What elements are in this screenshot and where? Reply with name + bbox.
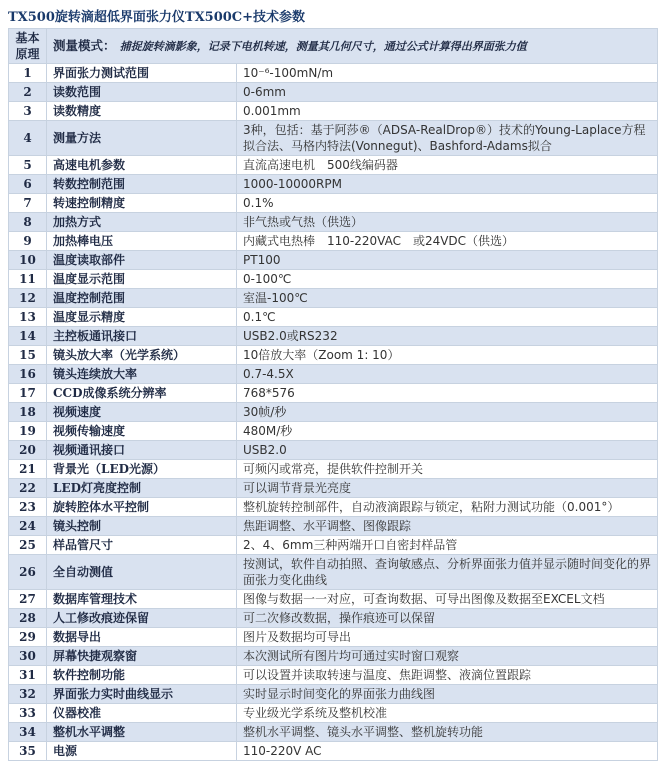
table-row (9, 327, 658, 346)
row-parameter-value: 本次测试所有图片均可通过实时窗口观察 (237, 647, 658, 666)
row-parameter-name: 电源 (47, 742, 237, 761)
row-parameter-name: 界面张力实时曲线显示 (47, 685, 237, 704)
table-row (9, 685, 658, 704)
table-row (9, 83, 658, 102)
row-parameter-value: 110-220V AC (237, 742, 658, 761)
row-number: 9 (9, 232, 47, 251)
row-parameter-value: 可以调节背景光亮度 (237, 479, 658, 498)
row-parameter-value: 按测试，软件自动拍照、查询敏感点、分析界面张力值并显示随时间变化的界面张力变化曲线 (237, 555, 658, 590)
table-row (9, 723, 658, 742)
row-parameter-name: 背景光（LED光源） (47, 460, 237, 479)
row-number: 35 (9, 742, 47, 761)
row-parameter-value: 10⁻⁶-100mN/m (237, 64, 658, 83)
row-number: 1 (9, 64, 47, 83)
table-row (9, 666, 658, 685)
table-row (9, 308, 658, 327)
row-parameter-name: 整机水平调整 (47, 723, 237, 742)
table-row (9, 441, 658, 460)
row-parameter-value: 焦距调整、水平调整、图像跟踪 (237, 517, 658, 536)
table-row (9, 346, 658, 365)
row-parameter-name: 界面张力测试范围 (47, 64, 237, 83)
row-parameter-value: 直流高速电机 500线编码器 (237, 156, 658, 175)
table-row (9, 121, 658, 156)
row-parameter-value: 768*576 (237, 384, 658, 403)
table-row (9, 384, 658, 403)
table-header-row (9, 29, 658, 64)
row-number: 2 (9, 83, 47, 102)
row-number: 15 (9, 346, 47, 365)
table-row (9, 64, 658, 83)
row-parameter-value: 0.1℃ (237, 308, 658, 327)
row-parameter-name: 样品管尺寸 (47, 536, 237, 555)
row-parameter-value: USB2.0 (237, 441, 658, 460)
row-parameter-name: 温度读取部件 (47, 251, 237, 270)
table-row (9, 194, 658, 213)
table-row (9, 289, 658, 308)
row-parameter-name: 加热方式 (47, 213, 237, 232)
row-parameter-name: CCD成像系统分辨率 (47, 384, 237, 403)
row-number: 31 (9, 666, 47, 685)
row-parameter-value: 0.7-4.5X (237, 365, 658, 384)
row-number: 20 (9, 441, 47, 460)
row-number: 11 (9, 270, 47, 289)
row-parameter-value: 1000-10000RPM (237, 175, 658, 194)
table-row (9, 460, 658, 479)
row-number: 25 (9, 536, 47, 555)
table-row (9, 704, 658, 723)
page-title: TX500旋转滴超低界面张力仪TX500C+技术参数 (8, 10, 306, 25)
row-number: 21 (9, 460, 47, 479)
row-parameter-value: PT100 (237, 251, 658, 270)
row-parameter-name: 数据库管理技术 (47, 590, 237, 609)
row-parameter-name: 温度显示精度 (47, 308, 237, 327)
row-number: 4 (9, 121, 47, 156)
row-parameter-name: LED灯亮度控制 (47, 479, 237, 498)
row-parameter-value: 0-6mm (237, 83, 658, 102)
table-row (9, 479, 658, 498)
row-parameter-name: 读数精度 (47, 102, 237, 121)
row-parameter-value: 内藏式电热棒 110-220VAC 或24VDC（供选） (237, 232, 658, 251)
spec-table (8, 28, 658, 761)
row-parameter-name: 屏幕快捷观察窗 (47, 647, 237, 666)
table-row (9, 517, 658, 536)
table-row (9, 365, 658, 384)
row-parameter-value: 室温-100℃ (237, 289, 658, 308)
row-parameter-value: 专业级光学系统及整机校准 (237, 704, 658, 723)
row-number: 19 (9, 422, 47, 441)
row-number: 7 (9, 194, 47, 213)
row-number: 29 (9, 628, 47, 647)
table-row (9, 422, 658, 441)
row-number: 8 (9, 213, 47, 232)
row-parameter-value: 0.001mm (237, 102, 658, 121)
table-row (9, 213, 658, 232)
row-parameter-value: 0.1% (237, 194, 658, 213)
table-row (9, 590, 658, 609)
row-number: 14 (9, 327, 47, 346)
row-parameter-value: 可二次修改数据，操作痕迹可以保留 (237, 609, 658, 628)
table-row (9, 232, 658, 251)
row-parameter-name: 测量方法 (47, 121, 237, 156)
row-parameter-value: 图像与数据一一对应，可查询数据、可导出图像及数据至EXCEL文档 (237, 590, 658, 609)
row-parameter-name: 人工修改痕迹保留 (47, 609, 237, 628)
row-parameter-value: 10倍放大率（Zoom 1: 10） (237, 346, 658, 365)
row-number: 17 (9, 384, 47, 403)
row-parameter-name: 读数范围 (47, 83, 237, 102)
row-parameter-value: 0-100℃ (237, 270, 658, 289)
row-parameter-value: USB2.0或RS232 (237, 327, 658, 346)
row-number: 24 (9, 517, 47, 536)
table-row (9, 175, 658, 194)
row-parameter-name: 视频传输速度 (47, 422, 237, 441)
row-parameter-name: 高速电机参数 (47, 156, 237, 175)
row-parameter-value: 可频闪或常亮，提供软件控制开关 (237, 460, 658, 479)
row-parameter-name: 仪器校准 (47, 704, 237, 723)
table-row (9, 403, 658, 422)
row-parameter-name: 软件控制功能 (47, 666, 237, 685)
row-number: 34 (9, 723, 47, 742)
header-desc-label: 测量模式： (53, 37, 116, 53)
table-row (9, 628, 658, 647)
row-parameter-name: 镜头控制 (47, 517, 237, 536)
row-parameter-name: 全自动测值 (47, 555, 237, 590)
row-parameter-value: 可以设置并读取转速与温度、焦距调整、液滴位置跟踪 (237, 666, 658, 685)
table-row (9, 498, 658, 517)
header-description (47, 29, 658, 64)
row-parameter-value: 480M/秒 (237, 422, 658, 441)
header-label: 基本原理 (9, 29, 47, 64)
row-number: 5 (9, 156, 47, 175)
row-number: 6 (9, 175, 47, 194)
row-parameter-value: 非气热或气热（供选） (237, 213, 658, 232)
table-row (9, 555, 658, 590)
row-parameter-name: 数据导出 (47, 628, 237, 647)
table-row (9, 156, 658, 175)
row-parameter-name: 加热棒电压 (47, 232, 237, 251)
table-row (9, 647, 658, 666)
row-parameter-name: 视频通讯接口 (47, 441, 237, 460)
table-row (9, 742, 658, 761)
row-parameter-value: 实时显示时间变化的界面张力曲线图 (237, 685, 658, 704)
row-parameter-name: 温度显示范围 (47, 270, 237, 289)
row-parameter-name: 转速控制精度 (47, 194, 237, 213)
row-number: 27 (9, 590, 47, 609)
row-parameter-name: 镜头放大率（光学系统） (47, 346, 237, 365)
table-row (9, 536, 658, 555)
row-number: 16 (9, 365, 47, 384)
row-number: 23 (9, 498, 47, 517)
row-number: 28 (9, 609, 47, 628)
table-row (9, 102, 658, 121)
row-parameter-value: 30帧/秒 (237, 403, 658, 422)
row-parameter-value: 2、4、6mm三种两端开口自密封样品管 (237, 536, 658, 555)
row-parameter-value: 整机旋转控制部件，自动液滴跟踪与锁定，粘附力测试功能（0.001°） (237, 498, 658, 517)
row-number: 22 (9, 479, 47, 498)
row-parameter-name: 视频速度 (47, 403, 237, 422)
row-number: 13 (9, 308, 47, 327)
table-row (9, 609, 658, 628)
row-parameter-name: 主控板通讯接口 (47, 327, 237, 346)
row-parameter-value: 整机水平调整、镜头水平调整、整机旋转功能 (237, 723, 658, 742)
row-parameter-value: 3种，包括：基于阿莎®（ADSA-RealDrop®）技术的Young-Laplace方程拟合法、马格内特法(Vonnegut)、Bashford-Adams拟合 (237, 121, 658, 156)
row-number: 10 (9, 251, 47, 270)
row-number: 12 (9, 289, 47, 308)
row-number: 18 (9, 403, 47, 422)
row-number: 3 (9, 102, 47, 121)
row-parameter-name: 温度控制范围 (47, 289, 237, 308)
row-number: 32 (9, 685, 47, 704)
row-parameter-name: 旋转腔体水平控制 (47, 498, 237, 517)
row-parameter-name: 镜头连续放大率 (47, 365, 237, 384)
row-parameter-value: 图片及数据均可导出 (237, 628, 658, 647)
row-number: 33 (9, 704, 47, 723)
row-parameter-name: 转数控制范围 (47, 175, 237, 194)
table-row (9, 251, 658, 270)
table-row (9, 270, 658, 289)
header-desc-text: 捕捉旋转滴影象，记录下电机转速，测量其几何尺寸，通过公式计算得出界面张力值 (119, 39, 527, 53)
row-number: 26 (9, 555, 47, 590)
row-number: 30 (9, 647, 47, 666)
